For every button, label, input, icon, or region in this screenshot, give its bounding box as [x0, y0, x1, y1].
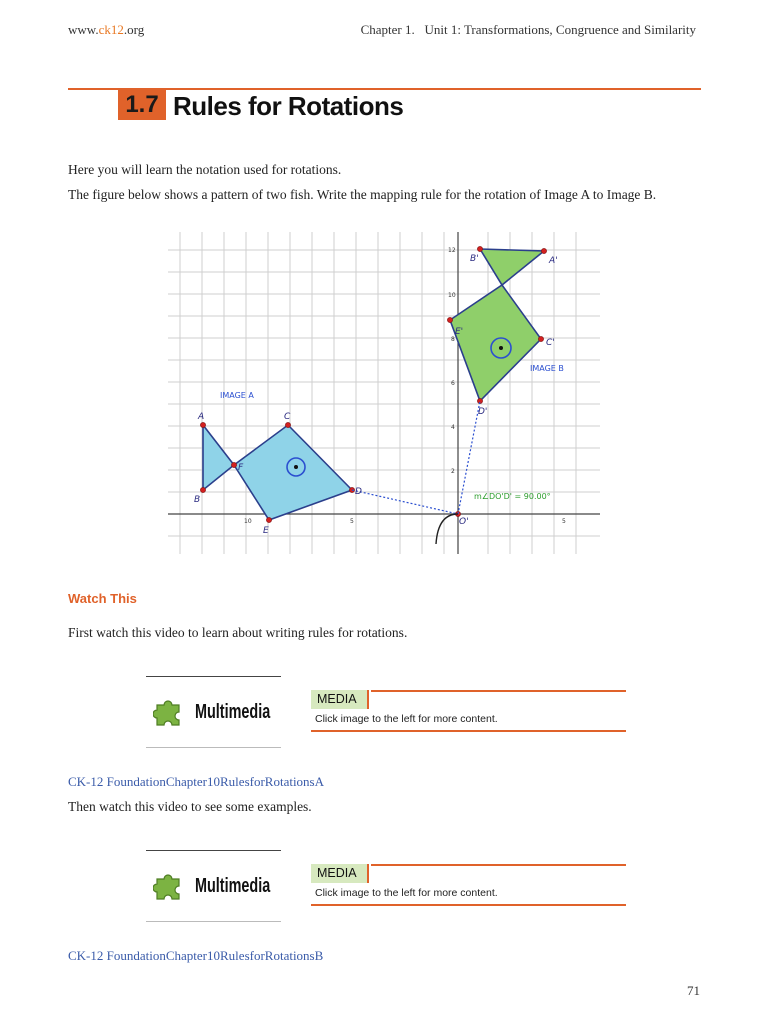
x-tick-neg10: 10 [244, 518, 252, 525]
y-tick-8: 8 [451, 336, 455, 343]
label-c: C [284, 412, 291, 422]
watch-between: Then watch this video to see some examples. [68, 799, 312, 814]
x-tick-5: 5 [562, 518, 566, 525]
label-e: E [263, 526, 269, 536]
puzzle-icon [153, 695, 187, 729]
label-f: F [238, 463, 244, 473]
media-caption: Click image to the left for more content. [315, 713, 498, 725]
section-title: Rules for Rotations [173, 91, 404, 121]
multimedia-label: Multimedia [194, 874, 270, 897]
image-b-label: IMAGE B [530, 364, 564, 373]
fish-b-eye [499, 346, 503, 350]
y-tick-10: 10 [448, 292, 456, 299]
fish-b-tail [480, 249, 544, 285]
fish-b-body [450, 285, 541, 401]
puzzle-icon [153, 869, 187, 903]
label-d-prime: D' [478, 407, 488, 417]
y-tick-6: 6 [451, 380, 455, 387]
media-caption: Click image to the left for more content. [315, 887, 498, 899]
multimedia-thumbnail-1[interactable] [146, 676, 281, 748]
rotation-figure [168, 232, 600, 554]
x-tick-neg5: 5 [350, 518, 354, 525]
multimedia-label: Multimedia [194, 700, 270, 723]
label-e-prime: E' [455, 327, 464, 337]
page-number: 71 [687, 983, 700, 998]
video-link-a[interactable]: CK-12 FoundationChapter10RulesforRotationsA [68, 774, 325, 789]
image-a-label: IMAGE A [220, 391, 254, 400]
intro-paragraph-1: Here you will learn the notation used for rotations. [68, 162, 342, 177]
label-b: B [194, 495, 201, 505]
fish-a-eye [294, 465, 298, 469]
label-d: D [355, 487, 362, 497]
media-panel-1 [311, 690, 626, 732]
rotation-arc [436, 514, 458, 544]
label-origin: O' [459, 517, 469, 527]
label-b-prime: B' [470, 254, 479, 264]
label-a: A [198, 412, 205, 422]
media-tag: MEDIA [311, 690, 369, 709]
rotation-lines [352, 401, 480, 514]
section-number: 1.7 [118, 90, 166, 120]
watch-intro: First watch this video to learn about writing rules for rotations. [68, 625, 408, 640]
multimedia-thumbnail-2[interactable] [146, 850, 281, 922]
chapter-header: Chapter 1. Unit 1: Transformations, Congruence and Similarity [360, 22, 696, 37]
label-c-prime: C' [546, 338, 555, 348]
video-link-b[interactable]: CK-12 FoundationChapter10RulesforRotationsB [68, 948, 324, 963]
media-tag: MEDIA [311, 864, 369, 883]
watch-this-heading: Watch This [68, 591, 137, 606]
media-panel-2 [311, 864, 626, 906]
intro-paragraph-2: The figure below shows a pattern of two fish. Write the mapping rule for the rotation of Image A to Image B. [68, 187, 657, 202]
label-a-prime: A' [549, 256, 558, 266]
angle-measure: m∠DO'D' = 90.00° [474, 492, 551, 501]
y-tick-12: 12 [448, 247, 456, 254]
y-tick-2: 2 [451, 468, 455, 475]
fish-a-tail [203, 425, 234, 490]
site-url: www.ck12.org [68, 22, 145, 37]
y-tick-4: 4 [451, 424, 455, 431]
